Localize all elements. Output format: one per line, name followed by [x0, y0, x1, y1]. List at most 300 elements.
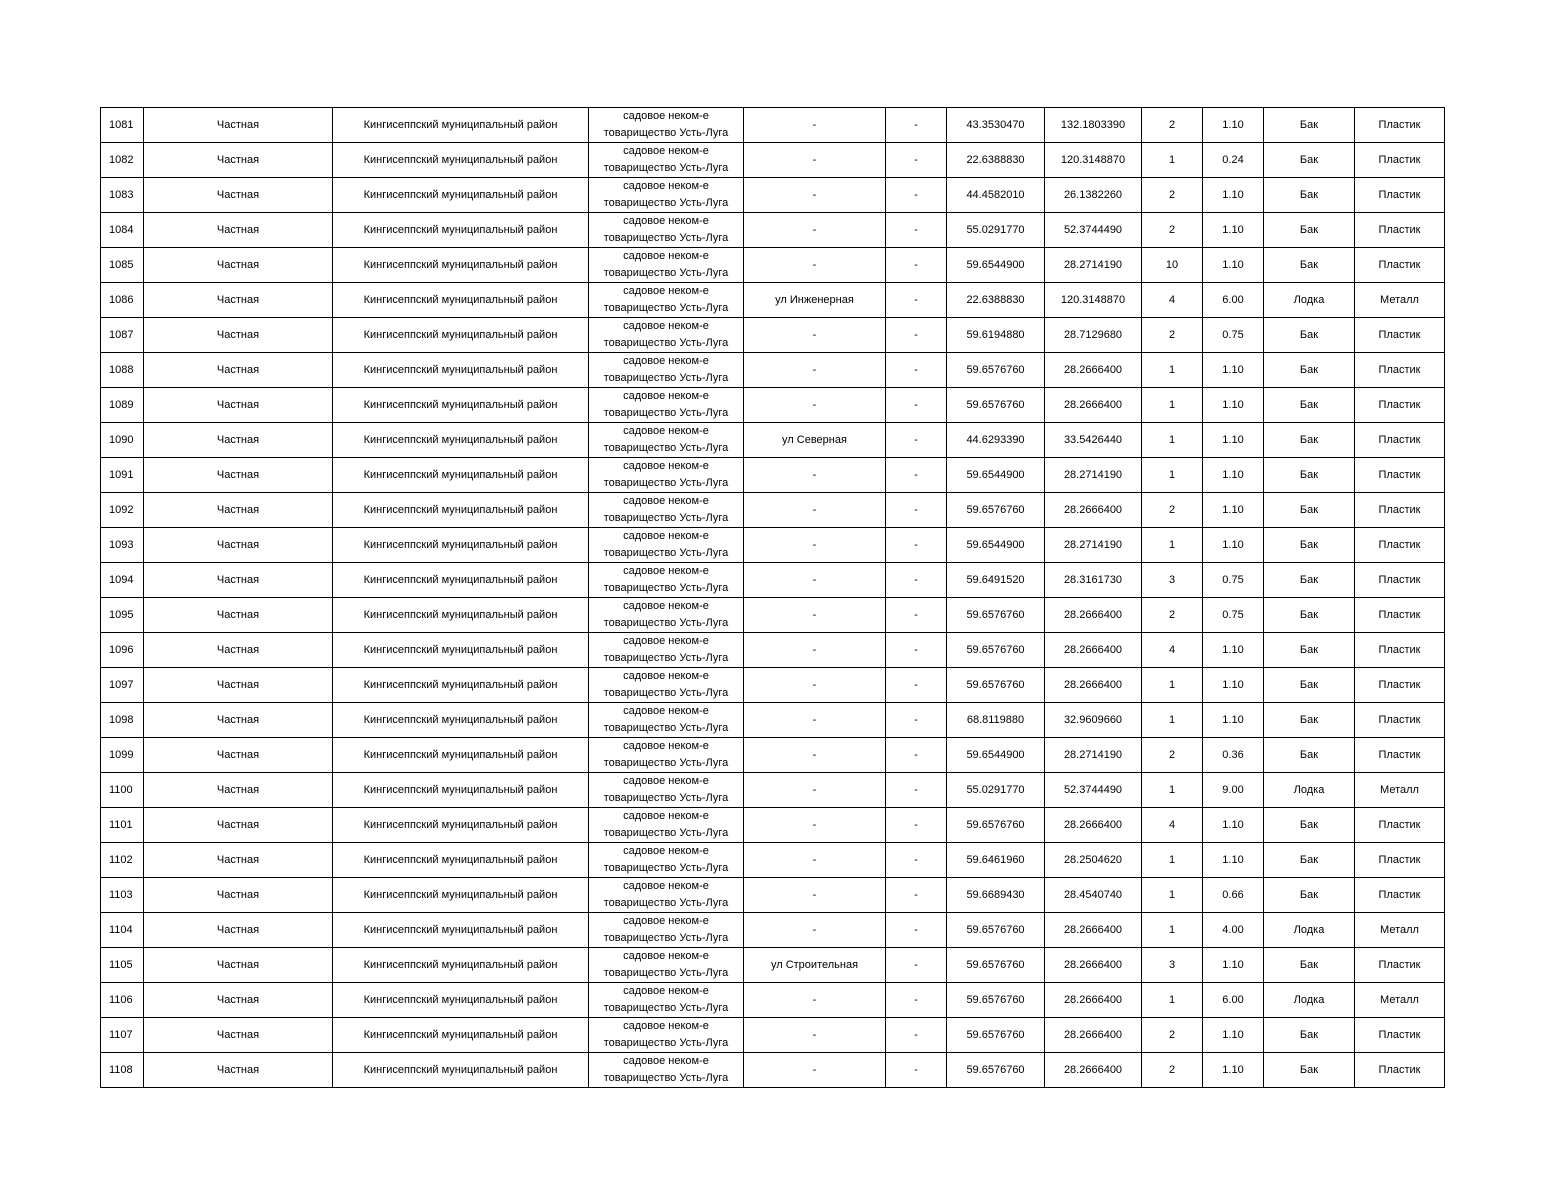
organization-line: садовое неком-е — [623, 425, 709, 437]
cell-street: - — [744, 143, 886, 178]
cell-longitude: 28.2666400 — [1045, 808, 1142, 843]
table-row — [101, 493, 1445, 528]
cell-latitude: 59.6576760 — [947, 353, 1045, 388]
cell-ownership: Частная — [144, 423, 333, 458]
table-row — [101, 283, 1445, 318]
cell-house: - — [886, 318, 947, 353]
cell-house: - — [886, 983, 947, 1018]
cell-container-material: Пластик — [1355, 633, 1445, 668]
organization-line: садовое неком-е — [623, 985, 709, 997]
cell-street: - — [744, 528, 886, 563]
cell-row-number: 1093 — [101, 528, 144, 563]
cell-container-type: Бак — [1264, 248, 1355, 283]
cell-organization — [589, 248, 744, 283]
cell-container-volume: 0.75 — [1203, 563, 1264, 598]
cell-longitude: 32.9609660 — [1045, 703, 1142, 738]
cell-street: - — [744, 493, 886, 528]
cell-ownership: Частная — [144, 598, 333, 633]
cell-street: - — [744, 913, 886, 948]
organization-line: садовое неком-е — [623, 880, 709, 892]
cell-ownership: Частная — [144, 458, 333, 493]
cell-house: - — [886, 703, 947, 738]
table-row — [101, 108, 1445, 143]
cell-house: - — [886, 493, 947, 528]
cell-container-count: 1 — [1142, 878, 1203, 913]
cell-ownership: Частная — [144, 1018, 333, 1053]
cell-container-count: 1 — [1142, 913, 1203, 948]
cell-container-count: 2 — [1142, 1053, 1203, 1088]
cell-row-number: 1104 — [101, 913, 144, 948]
cell-district: Кингисеппский муниципальный район — [333, 423, 589, 458]
cell-container-volume: 1.10 — [1203, 248, 1264, 283]
cell-house: - — [886, 633, 947, 668]
cell-street: - — [744, 388, 886, 423]
cell-container-count: 1 — [1142, 703, 1203, 738]
cell-container-count: 1 — [1142, 773, 1203, 808]
cell-container-type: Бак — [1264, 703, 1355, 738]
cell-row-number: 1088 — [101, 353, 144, 388]
cell-organization — [589, 738, 744, 773]
cell-house: - — [886, 808, 947, 843]
cell-ownership: Частная — [144, 248, 333, 283]
organization-line: садовое неком-е — [623, 845, 709, 857]
cell-container-type: Бак — [1264, 598, 1355, 633]
cell-container-count: 1 — [1142, 843, 1203, 878]
organization-line: товарищество Усть-Луга — [603, 442, 729, 454]
cell-house: - — [886, 598, 947, 633]
cell-district: Кингисеппский муниципальный район — [333, 878, 589, 913]
cell-ownership: Частная — [144, 633, 333, 668]
cell-container-material: Пластик — [1355, 703, 1445, 738]
cell-district: Кингисеппский муниципальный район — [333, 213, 589, 248]
cell-row-number: 1102 — [101, 843, 144, 878]
cell-house: - — [886, 773, 947, 808]
cell-container-volume: 1.10 — [1203, 633, 1264, 668]
cell-container-volume: 0.66 — [1203, 878, 1264, 913]
cell-house: - — [886, 388, 947, 423]
cell-container-count: 2 — [1142, 318, 1203, 353]
cell-container-volume: 1.10 — [1203, 668, 1264, 703]
cell-organization — [589, 773, 744, 808]
cell-container-type: Бак — [1264, 808, 1355, 843]
organization-line: садовое неком-е — [623, 600, 709, 612]
cell-container-volume: 1.10 — [1203, 493, 1264, 528]
cell-street: - — [744, 808, 886, 843]
table-row — [101, 1018, 1445, 1053]
cell-latitude: 59.6576760 — [947, 388, 1045, 423]
cell-ownership: Частная — [144, 668, 333, 703]
cell-container-count: 2 — [1142, 213, 1203, 248]
table-row — [101, 773, 1445, 808]
cell-longitude: 28.2666400 — [1045, 948, 1142, 983]
cell-longitude: 120.3148870 — [1045, 283, 1142, 318]
cell-district: Кингисеппский муниципальный район — [333, 283, 589, 318]
cell-house: - — [886, 353, 947, 388]
cell-organization — [589, 913, 744, 948]
cell-longitude: 28.2714190 — [1045, 248, 1142, 283]
cell-container-count: 2 — [1142, 108, 1203, 143]
cell-container-volume: 0.75 — [1203, 318, 1264, 353]
cell-ownership: Частная — [144, 178, 333, 213]
cell-organization — [589, 213, 744, 248]
cell-street: - — [744, 318, 886, 353]
cell-container-material: Пластик — [1355, 1053, 1445, 1088]
organization-line: товарищество Усть-Луга — [603, 1037, 729, 1049]
cell-organization — [589, 528, 744, 563]
cell-container-count: 2 — [1142, 1018, 1203, 1053]
cell-latitude: 59.6576760 — [947, 1053, 1045, 1088]
organization-line: садовое неком-е — [623, 460, 709, 472]
cell-organization — [589, 878, 744, 913]
cell-organization — [589, 353, 744, 388]
cell-container-volume: 0.36 — [1203, 738, 1264, 773]
cell-longitude: 28.2714190 — [1045, 528, 1142, 563]
organization-line: садовое неком-е — [623, 320, 709, 332]
cell-container-volume: 1.10 — [1203, 423, 1264, 458]
cell-street: - — [744, 598, 886, 633]
cell-organization — [589, 668, 744, 703]
table-row — [101, 248, 1445, 283]
cell-container-material: Металл — [1355, 773, 1445, 808]
cell-latitude: 59.6544900 — [947, 248, 1045, 283]
organization-line: товарищество Усть-Луга — [603, 617, 729, 629]
cell-container-material: Пластик — [1355, 563, 1445, 598]
cell-ownership: Частная — [144, 773, 333, 808]
organization-line: товарищество Усть-Луга — [603, 162, 729, 174]
organization-line: товарищество Усть-Луга — [603, 372, 729, 384]
cell-house: - — [886, 458, 947, 493]
cell-container-material: Пластик — [1355, 143, 1445, 178]
cell-district: Кингисеппский муниципальный район — [333, 458, 589, 493]
cell-organization — [589, 143, 744, 178]
cell-district: Кингисеппский муниципальный район — [333, 178, 589, 213]
cell-district: Кингисеппский муниципальный район — [333, 388, 589, 423]
cell-longitude: 28.7129680 — [1045, 318, 1142, 353]
cell-house: - — [886, 283, 947, 318]
cell-container-count: 10 — [1142, 248, 1203, 283]
cell-longitude: 28.2714190 — [1045, 738, 1142, 773]
organization-line: товарищество Усть-Луга — [603, 827, 729, 839]
organization-line: товарищество Усть-Луга — [603, 687, 729, 699]
cell-street: - — [744, 773, 886, 808]
organization-line: товарищество Усть-Луга — [603, 512, 729, 524]
organization-line: садовое неком-е — [623, 565, 709, 577]
cell-ownership: Частная — [144, 108, 333, 143]
cell-container-type: Бак — [1264, 948, 1355, 983]
cell-street: - — [744, 178, 886, 213]
cell-house: - — [886, 143, 947, 178]
cell-house: - — [886, 248, 947, 283]
table-row — [101, 668, 1445, 703]
organization-line: товарищество Усть-Луга — [603, 127, 729, 139]
cell-latitude: 59.6194880 — [947, 318, 1045, 353]
cell-house: - — [886, 213, 947, 248]
organization-line: товарищество Усть-Луга — [603, 652, 729, 664]
cell-container-type: Бак — [1264, 738, 1355, 773]
organization-line: товарищество Усть-Луга — [603, 407, 729, 419]
cell-organization — [589, 388, 744, 423]
organization-line: садовое неком-е — [623, 250, 709, 262]
cell-container-material: Пластик — [1355, 878, 1445, 913]
cell-container-type: Бак — [1264, 353, 1355, 388]
cell-ownership: Частная — [144, 528, 333, 563]
organization-line: товарищество Усть-Луга — [603, 197, 729, 209]
cell-container-type: Бак — [1264, 563, 1355, 598]
cell-district: Кингисеппский муниципальный район — [333, 633, 589, 668]
cell-container-volume: 1.10 — [1203, 528, 1264, 563]
cell-container-count: 1 — [1142, 423, 1203, 458]
cell-organization — [589, 423, 744, 458]
organization-line: товарищество Усть-Луга — [603, 932, 729, 944]
cell-container-count: 1 — [1142, 388, 1203, 423]
cell-container-volume: 1.10 — [1203, 808, 1264, 843]
cell-longitude: 28.2666400 — [1045, 1053, 1142, 1088]
cell-street: ул Строительная — [744, 948, 886, 983]
organization-line: товарищество Усть-Луга — [603, 582, 729, 594]
cell-latitude: 59.6544900 — [947, 738, 1045, 773]
cell-longitude: 132.1803390 — [1045, 108, 1142, 143]
cell-row-number: 1105 — [101, 948, 144, 983]
cell-row-number: 1081 — [101, 108, 144, 143]
cell-container-type: Бак — [1264, 633, 1355, 668]
cell-container-material: Пластик — [1355, 388, 1445, 423]
cell-container-type: Бак — [1264, 388, 1355, 423]
organization-line: садовое неком-е — [623, 775, 709, 787]
table-row — [101, 318, 1445, 353]
cell-organization — [589, 283, 744, 318]
table-row — [101, 528, 1445, 563]
cell-container-material: Пластик — [1355, 948, 1445, 983]
organization-line: садовое неком-е — [623, 215, 709, 227]
table-row — [101, 423, 1445, 458]
cell-latitude: 59.6576760 — [947, 983, 1045, 1018]
cell-container-material: Пластик — [1355, 458, 1445, 493]
cell-row-number: 1101 — [101, 808, 144, 843]
organization-line: садовое неком-е — [623, 355, 709, 367]
cell-street: - — [744, 843, 886, 878]
cell-street: - — [744, 1053, 886, 1088]
cell-container-count: 3 — [1142, 948, 1203, 983]
table-row — [101, 213, 1445, 248]
cell-container-count: 2 — [1142, 738, 1203, 773]
cell-container-volume: 1.10 — [1203, 178, 1264, 213]
cell-ownership: Частная — [144, 318, 333, 353]
cell-ownership: Частная — [144, 563, 333, 598]
cell-district: Кингисеппский муниципальный район — [333, 353, 589, 388]
cell-latitude: 59.6461960 — [947, 843, 1045, 878]
cell-street: ул Северная — [744, 423, 886, 458]
cell-latitude: 59.6544900 — [947, 528, 1045, 563]
cell-house: - — [886, 528, 947, 563]
organization-line: садовое неком-е — [623, 390, 709, 402]
cell-row-number: 1098 — [101, 703, 144, 738]
cell-container-material: Металл — [1355, 283, 1445, 318]
cell-row-number: 1086 — [101, 283, 144, 318]
cell-container-type: Бак — [1264, 178, 1355, 213]
cell-latitude: 59.6576760 — [947, 1018, 1045, 1053]
organization-line: товарищество Усть-Луга — [603, 337, 729, 349]
cell-row-number: 1097 — [101, 668, 144, 703]
cell-street: - — [744, 633, 886, 668]
table-row — [101, 178, 1445, 213]
cell-organization — [589, 178, 744, 213]
cell-organization — [589, 598, 744, 633]
cell-container-volume: 1.10 — [1203, 353, 1264, 388]
cell-row-number: 1089 — [101, 388, 144, 423]
cell-container-type: Бак — [1264, 213, 1355, 248]
cell-container-count: 1 — [1142, 353, 1203, 388]
cell-ownership: Частная — [144, 843, 333, 878]
cell-container-count: 1 — [1142, 528, 1203, 563]
cell-row-number: 1095 — [101, 598, 144, 633]
cell-house: - — [886, 423, 947, 458]
cell-street: - — [744, 108, 886, 143]
cell-latitude: 59.6576760 — [947, 598, 1045, 633]
cell-street: - — [744, 248, 886, 283]
cell-organization — [589, 493, 744, 528]
cell-row-number: 1107 — [101, 1018, 144, 1053]
cell-district: Кингисеппский муниципальный район — [333, 808, 589, 843]
table-row — [101, 633, 1445, 668]
cell-district: Кингисеппский муниципальный район — [333, 493, 589, 528]
cell-container-count: 2 — [1142, 493, 1203, 528]
cell-row-number: 1106 — [101, 983, 144, 1018]
cell-ownership: Частная — [144, 213, 333, 248]
cell-container-count: 1 — [1142, 668, 1203, 703]
table-row — [101, 843, 1445, 878]
cell-container-volume: 1.10 — [1203, 1053, 1264, 1088]
cell-longitude: 28.2666400 — [1045, 1018, 1142, 1053]
cell-organization — [589, 1018, 744, 1053]
cell-container-volume: 1.10 — [1203, 1018, 1264, 1053]
cell-latitude: 59.6544900 — [947, 458, 1045, 493]
cell-container-volume: 1.10 — [1203, 388, 1264, 423]
cell-house: - — [886, 878, 947, 913]
cell-latitude: 44.6293390 — [947, 423, 1045, 458]
cell-longitude: 28.2666400 — [1045, 983, 1142, 1018]
cell-container-type: Бак — [1264, 143, 1355, 178]
cell-row-number: 1090 — [101, 423, 144, 458]
cell-container-volume: 1.10 — [1203, 108, 1264, 143]
cell-organization — [589, 843, 744, 878]
cell-organization — [589, 108, 744, 143]
organization-line: садовое неком-е — [623, 180, 709, 192]
cell-longitude: 26.1382260 — [1045, 178, 1142, 213]
cell-container-count: 1 — [1142, 458, 1203, 493]
cell-container-material: Пластик — [1355, 108, 1445, 143]
cell-organization — [589, 563, 744, 598]
cell-ownership: Частная — [144, 1053, 333, 1088]
cell-street: - — [744, 878, 886, 913]
cell-street: - — [744, 1018, 886, 1053]
organization-line: садовое неком-е — [623, 950, 709, 962]
cell-container-material: Пластик — [1355, 668, 1445, 703]
cell-latitude: 44.4582010 — [947, 178, 1045, 213]
table-row — [101, 983, 1445, 1018]
cell-latitude: 59.6576760 — [947, 668, 1045, 703]
organization-line: товарищество Усть-Луга — [603, 722, 729, 734]
cell-street: - — [744, 563, 886, 598]
cell-container-type: Бак — [1264, 318, 1355, 353]
cell-longitude: 28.2666400 — [1045, 598, 1142, 633]
cell-organization — [589, 948, 744, 983]
cell-house: - — [886, 668, 947, 703]
cell-row-number: 1083 — [101, 178, 144, 213]
cell-container-material: Металл — [1355, 913, 1445, 948]
cell-longitude: 28.2666400 — [1045, 388, 1142, 423]
cell-container-type: Бак — [1264, 1053, 1355, 1088]
cell-container-volume: 6.00 — [1203, 983, 1264, 1018]
cell-street: - — [744, 983, 886, 1018]
cell-district: Кингисеппский муниципальный район — [333, 143, 589, 178]
cell-longitude: 28.4540740 — [1045, 878, 1142, 913]
organization-line: садовое неком-е — [623, 1020, 709, 1032]
cell-house: - — [886, 843, 947, 878]
cell-district: Кингисеппский муниципальный район — [333, 598, 589, 633]
cell-latitude: 59.6689430 — [947, 878, 1045, 913]
organization-line: садовое неком-е — [623, 810, 709, 822]
cell-longitude: 28.3161730 — [1045, 563, 1142, 598]
cell-container-material: Металл — [1355, 983, 1445, 1018]
cell-container-material: Пластик — [1355, 213, 1445, 248]
cell-container-volume: 4.00 — [1203, 913, 1264, 948]
cell-latitude: 55.0291770 — [947, 773, 1045, 808]
cell-district: Кингисеппский муниципальный район — [333, 703, 589, 738]
cell-container-type: Бак — [1264, 493, 1355, 528]
cell-container-type: Бак — [1264, 878, 1355, 913]
cell-container-count: 4 — [1142, 633, 1203, 668]
cell-container-type: Бак — [1264, 108, 1355, 143]
cell-latitude: 59.6576760 — [947, 493, 1045, 528]
cell-row-number: 1087 — [101, 318, 144, 353]
cell-ownership: Частная — [144, 948, 333, 983]
cell-organization — [589, 703, 744, 738]
cell-longitude: 52.3744490 — [1045, 773, 1142, 808]
cell-row-number: 1103 — [101, 878, 144, 913]
cell-row-number: 1082 — [101, 143, 144, 178]
cell-latitude: 59.6576760 — [947, 633, 1045, 668]
cell-district: Кингисеппский муниципальный район — [333, 668, 589, 703]
cell-street: - — [744, 668, 886, 703]
organization-line: товарищество Усть-Луга — [603, 547, 729, 559]
cell-district: Кингисеппский муниципальный район — [333, 913, 589, 948]
cell-organization — [589, 318, 744, 353]
cell-container-count: 2 — [1142, 178, 1203, 213]
cell-ownership: Частная — [144, 878, 333, 913]
organization-line: садовое неком-е — [623, 285, 709, 297]
cell-container-material: Пластик — [1355, 423, 1445, 458]
cell-row-number: 1085 — [101, 248, 144, 283]
cell-street: - — [744, 213, 886, 248]
cell-row-number: 1084 — [101, 213, 144, 248]
cell-longitude: 28.2504620 — [1045, 843, 1142, 878]
cell-ownership: Частная — [144, 913, 333, 948]
cell-ownership: Частная — [144, 983, 333, 1018]
cell-house: - — [886, 913, 947, 948]
cell-container-type: Лодка — [1264, 983, 1355, 1018]
cell-container-volume: 9.00 — [1203, 773, 1264, 808]
organization-line: садовое неком-е — [623, 530, 709, 542]
table-row — [101, 353, 1445, 388]
cell-row-number: 1091 — [101, 458, 144, 493]
cell-ownership: Частная — [144, 808, 333, 843]
container-sites-table — [100, 107, 1445, 1088]
cell-district: Кингисеппский муниципальный район — [333, 563, 589, 598]
cell-row-number: 1094 — [101, 563, 144, 598]
organization-line: садовое неком-е — [623, 915, 709, 927]
table-row — [101, 878, 1445, 913]
organization-line: товарищество Усть-Луга — [603, 477, 729, 489]
